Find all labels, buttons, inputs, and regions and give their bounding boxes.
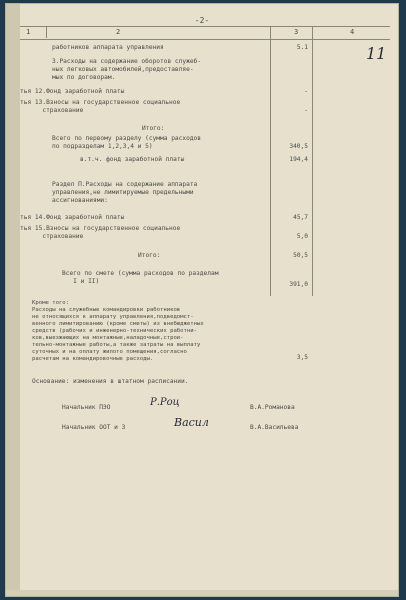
document-page [6,4,398,596]
signature-role: Начальник ПЭО [62,404,111,411]
page-number: -2- [194,16,210,25]
col-3-header: 3 [294,28,299,36]
line-value: 45,7 [293,214,308,221]
line-value: - [304,107,308,114]
line-text: тья 15.Взносы на государственное социальное страхование [20,225,181,240]
handwritten-signature: Р.Роц [150,397,180,408]
basis-note: Основание: изменения в штатном расписании. [32,378,189,385]
line-text: тья 12.Фонд заработной платы [20,88,125,95]
col-1-header: 1 [26,28,31,36]
col-2-header: 2 [116,28,121,36]
line-text: Раздел П.Расходы на содержание аппарата управления,не лимитируемые предельными ассигнованиями: [52,181,198,204]
line-text: Итого: [142,125,165,132]
signature-name: В.А.Романова [250,404,295,411]
line-text: Итого: [138,252,161,259]
table-header [20,26,390,40]
line-text: Кроме того: Расходы на служебные командировки работников не относящихся к аппарату управления,подведомст- венного лимитированию (кроме сметы) из внебюджетных средств (рабочих и инженерно-технических работни- ков,выезжающих на монтажные,наладочные,строи- тельно-монтажные работы,а также затраты на выплату суточных и на оплату жилого помещения,согласно расчетам на командировочные расходы. [32,300,204,362]
line-text: тья 13.Взносы на государственное социальное страхование [20,99,181,114]
line-value: 5.1 [296,44,308,51]
line-text: Всего по смете (сумма расходов по разделам I и II) [62,270,219,285]
col-4-header: 4 [350,28,355,36]
column-rule [312,26,313,296]
line-value: - [304,88,308,95]
handwritten-page-number: 11 [366,44,387,63]
signature-role: Начальник ООТ и З [62,424,126,431]
line-value: 391,0 [289,281,308,288]
line-text: тья 14.Фонд заработной платы [20,214,125,221]
column-rule [46,26,47,38]
line-text: в.т.ч. фонд заработной платы [80,156,185,163]
column-rule [270,26,271,296]
line-text: Всего по первому разделу (сумма расходов по подразделам 1,2,3,4 и 5) [52,135,202,150]
line-value: 5,0 [296,233,308,240]
handwritten-signature: Васил [174,416,209,429]
line-value: 3,5 [296,354,308,361]
line-text: работников аппарата управления [52,44,164,51]
line-value: 50,5 [293,252,308,259]
line-value: 194,4 [289,156,308,163]
line-value: 340,5 [289,143,308,150]
page-binding-edge [6,4,20,596]
line-text: 3.Расходы на содержание оборотов служеб- ных легковых автомобилей,предоставляе- мых по договорам. [52,58,202,81]
page-bottom-edge [6,590,398,596]
signature-name: В.А.Васильева [250,424,299,431]
